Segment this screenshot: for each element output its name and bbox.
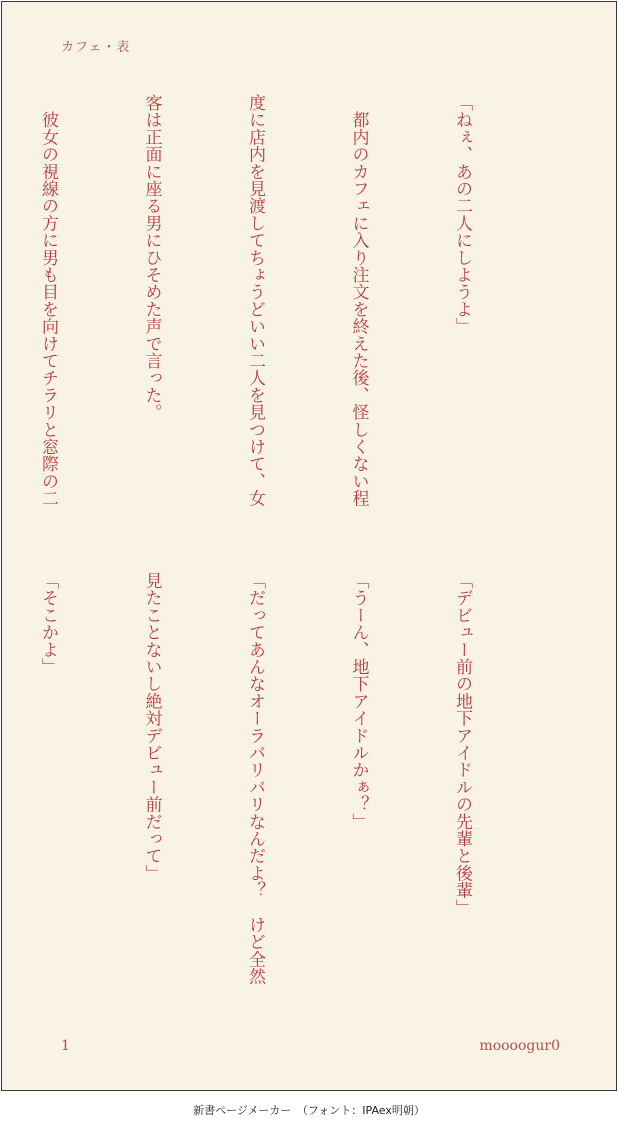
text-line: 客は正面に座る男にひそめた声で言った。 bbox=[141, 94, 162, 421]
text-line: 都内のカフェに入り注文を終えた後、怪しくない程 bbox=[348, 94, 369, 507]
running-title: カフェ・表 bbox=[61, 40, 131, 55]
text-block-bottom bbox=[0, 572, 548, 1012]
text-line: 「そこかよ」 bbox=[38, 572, 58, 676]
text-block-top bbox=[0, 94, 548, 534]
text-line: 「デビュー前の地下アイドルの先輩と後輩」 bbox=[452, 572, 472, 916]
text-line: 度に店内を見渡してちょうどいい二人を見つけて、女 bbox=[245, 94, 265, 507]
page-number: 1 bbox=[61, 1038, 70, 1054]
author-name: moooogur0 bbox=[479, 1038, 560, 1054]
novel-page bbox=[1, 1, 617, 1091]
text-line: 「うーん、地下アイドルかぁ？」 bbox=[348, 572, 369, 830]
generator-caption: 新書ページメーカー （フォント：IPAex明朝） bbox=[193, 1104, 425, 1117]
text-line: 「ねぇ、あの二人にしようよ」 bbox=[452, 94, 472, 335]
text-line: 「だってあんなオーラバリバリなんだよ？ けど全然 bbox=[245, 572, 265, 985]
text-line: 彼女の視線の方に男も目を向けてチラリと窓際の二 bbox=[38, 94, 58, 507]
text-line: 見たことないし絶対デビュー前だって」 bbox=[141, 572, 162, 882]
